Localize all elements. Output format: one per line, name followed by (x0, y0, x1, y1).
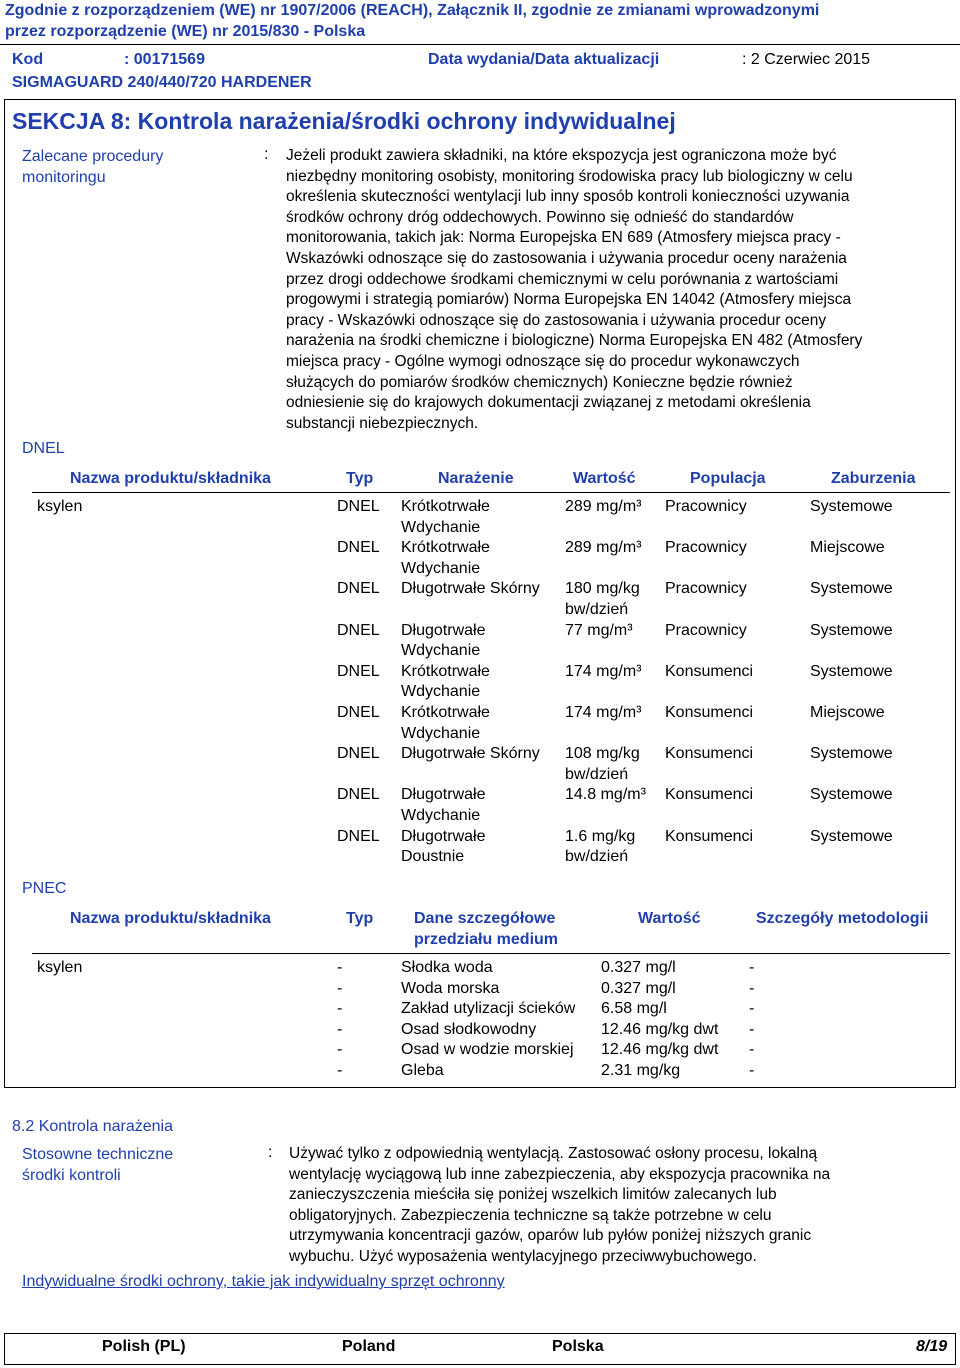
pnec-value: 6.58 mg/l (601, 1000, 667, 1018)
dnel-exposure-route: Wdychanie (401, 642, 481, 660)
dnel-effect: Miejscowe (810, 704, 885, 721)
pnec-value: 0.327 mg/l (601, 959, 676, 976)
dnel-value-unit: bw/dzień (565, 765, 629, 783)
pnec-medium: Słodka woda (401, 959, 493, 976)
ppe-title: Indywidualne środki ochrony, takie jak indywidualny sprzęt ochronny (22, 1273, 505, 1290)
pnec-method: - (749, 1062, 755, 1079)
dnel-population: Konsumenci (665, 662, 754, 680)
pnec-header-medium-2: przedziału medium (414, 931, 559, 948)
text-line: utrzymywania koncentracji gazów, oparów lub pyłów poniżej niższych granic (289, 1227, 812, 1245)
footer-language: Polish (PL) (102, 1338, 186, 1355)
pnec-value: 12.46 mg/kg dwt (601, 1020, 719, 1038)
dnel-header-name: Nazwa produktu/składnika (70, 470, 271, 487)
dnel-exposure-route: Wdychanie (401, 807, 481, 824)
dnel-population: Pracownicy (665, 498, 747, 515)
dnel-exposure-route: Doustnie (401, 848, 465, 866)
pnec-medium: Osad w wodzie morskiej (401, 1041, 574, 1059)
dnel-type: DNEL (337, 539, 380, 557)
pnec-method: - (749, 1041, 755, 1059)
text-line: określenia skuteczności wentylacji lub inny sposób kontroli konieczności uzywania (286, 188, 850, 206)
dnel-exposure: Długotrwałe Skórny (401, 580, 540, 598)
pnec-header-divider (32, 953, 950, 954)
text-line: miejsca pracy - Ogólne wymogi odnoszące się do procedur wykonawczych (286, 352, 800, 370)
dnel-effect: Miejscowe (810, 539, 885, 557)
text-line: monitorowania, takich jak: Norma Europejska EN 689 (Atmosfery miejsca pracy - (286, 229, 841, 247)
control-title: 8.2 Kontrola narażenia (12, 1118, 173, 1135)
text-line: zanieczyszczenia mieściła się poniżej wszelkich limitów zalecanych lub (289, 1186, 777, 1204)
pnec-type: - (337, 979, 343, 997)
dnel-value: 174 mg/m³ (565, 662, 642, 680)
pnec-type: - (337, 1062, 343, 1079)
dnel-population: Konsumenci (665, 827, 754, 845)
pnec-value: 0.327 mg/l (601, 979, 676, 997)
dnel-effect: Systemowe (810, 827, 893, 845)
pnec-medium: Gleba (401, 1062, 444, 1079)
text-line: Jeżeli produkt zawiera składniki, na które ekspozycja jest ograniczona może być (286, 147, 837, 164)
dnel-header-exposure: Narażenie (438, 470, 514, 487)
dnel-type: DNEL (337, 827, 380, 845)
pnec-product: ksylen (37, 959, 83, 976)
monitoring-text (286, 146, 952, 434)
dnel-population: Pracownicy (665, 539, 747, 557)
dnel-exposure: Długotrwałe (401, 621, 486, 639)
pnec-header-medium-1: Dane szczegółowe (414, 910, 556, 927)
pnec-method: - (749, 979, 755, 997)
dnel-effect: Systemowe (810, 498, 893, 515)
dnel-exposure: Krótkotrwałe (401, 662, 490, 680)
dnel-type: DNEL (337, 745, 380, 763)
dnel-exposure-route: Wdychanie (401, 724, 481, 742)
dnel-value-unit: bw/dzień (565, 848, 629, 866)
dnel-effect: Systemowe (810, 580, 893, 598)
pnec-method: - (749, 1000, 755, 1018)
pnec-medium: Woda morska (401, 979, 500, 997)
text-line: służących do pomiarów środków chemicznych) Konieczne będzie również (286, 373, 793, 391)
text-line: progowymi i strategią pomiarów) Norma Europejska EN 14042 (Atmosfery miejsca (286, 291, 852, 309)
pnec-medium: Zakład utylizacji ścieków (401, 1000, 576, 1018)
dnel-value: 14.8 mg/m³ (565, 786, 646, 804)
pnec-method: - (749, 1020, 755, 1038)
dnel-value: 1.6 mg/kg (565, 827, 636, 845)
dnel-value: 77 mg/m³ (565, 621, 633, 639)
dnel-population: Pracownicy (665, 621, 747, 639)
text-line: przez drogi oddechowe środkami chemicznymi w celu porównania z wartościami (286, 270, 839, 288)
control-colon: : (268, 1144, 273, 1161)
product-name: SIGMAGUARD 240/440/720 HARDENER (12, 74, 312, 91)
date-value: : 2 Czerwiec 2015 (742, 51, 871, 68)
dnel-type: DNEL (337, 498, 380, 515)
dnel-exposure-route: Wdychanie (401, 683, 481, 701)
dnel-type: DNEL (337, 580, 380, 598)
text-line: środków ochrony dróg oddechowych. Powinno się odnieść do standardów (286, 208, 794, 226)
date-label: Data wydania/Data aktualizacji (428, 51, 660, 68)
dnel-effect: Systemowe (810, 662, 893, 680)
kod-label: Kod (12, 51, 44, 68)
dnel-exposure-route: Wdychanie (401, 518, 481, 536)
dnel-population: Konsumenci (665, 704, 754, 721)
text-line: narażenia na środki chemiczne i biologiczne) Norma Europejska EN 482 (Atmosfery (286, 332, 863, 350)
pnec-header-value: Wartość (638, 910, 701, 927)
pnec-label: PNEC (22, 880, 67, 897)
monitoring-label-1: Zalecane procedury (22, 148, 164, 165)
section-title: SEKCJA 8: Kontrola narażenia/środki ochrony indywidualnej (12, 108, 676, 134)
dnel-effect: Systemowe (810, 621, 893, 639)
control-label-1: Stosowne techniczne (22, 1146, 174, 1163)
monitoring-colon: : (264, 146, 269, 163)
dnel-value: 289 mg/m³ (565, 498, 642, 515)
dnel-population: Konsumenci (665, 786, 754, 804)
dnel-exposure: Krótkotrwałe (401, 539, 490, 557)
dnel-population: Pracownicy (665, 580, 747, 598)
pnec-method: - (749, 959, 755, 976)
dnel-header-population: Populacja (690, 470, 766, 487)
dnel-product: ksylen (37, 498, 83, 515)
text-line: wybuchu. Użyć wyposażenia wentylacyjnego przeciwwybuchowego. (289, 1247, 757, 1265)
dnel-header-divider (32, 492, 950, 493)
text-line: niezbędny monitoring osobisty, monitoring środowiska pracy lub biologiczny w celu (286, 167, 853, 185)
dnel-exposure: Krótkotrwałe (401, 704, 490, 721)
dnel-label: DNEL (22, 440, 65, 457)
pnec-type: - (337, 959, 343, 976)
text-line: pracy - Wskazówki odnoszące się do zastosowania i używania procedur oceny (286, 311, 827, 329)
dnel-effect: Systemowe (810, 786, 893, 804)
pnec-value: 2.31 mg/kg (601, 1062, 681, 1079)
regulation-header-line1: Zgodnie z rozporządzeniem (WE) nr 1907/2006 (REACH), Załącznik II, zgodnie ze zmianami wprowadzonymi (5, 2, 820, 19)
dnel-type: DNEL (337, 704, 380, 721)
pnec-type: - (337, 1000, 343, 1018)
pnec-value: 12.46 mg/kg dwt (601, 1041, 719, 1059)
pnec-header-name: Nazwa produktu/składnika (70, 910, 271, 927)
text-line: odniesienie się do krajowych dokumentacji związanej z metodami określenia (286, 394, 811, 412)
dnel-effect: Systemowe (810, 745, 893, 763)
control-label-2: środki kontroli (22, 1167, 121, 1184)
dnel-type: DNEL (337, 786, 380, 804)
dnel-exposure: Długotrwałe Skórny (401, 745, 540, 763)
pnec-type: - (337, 1041, 343, 1059)
text-line: substancji niebezpiecznych. (286, 414, 479, 432)
footer-page: 8/19 (916, 1338, 948, 1355)
dnel-value-unit: bw/dzień (565, 601, 629, 618)
dnel-type: DNEL (337, 621, 380, 639)
dnel-value: 289 mg/m³ (565, 539, 642, 557)
dnel-exposure-route: Wdychanie (401, 559, 481, 577)
pnec-header-type: Typ (346, 910, 374, 927)
dnel-value: 108 mg/kg (565, 745, 640, 763)
pnec-header-method: Szczegóły metodologii (756, 910, 929, 927)
dnel-exposure: Długotrwałe (401, 786, 486, 804)
dnel-exposure: Krótkotrwałe (401, 498, 490, 515)
text-line: wentylację wyciągową lub inne zabezpieczenia, aby ekspozycja pracownika na (289, 1165, 831, 1183)
regulation-header-line2: przez rozporządzenie (WE) nr 2015/830 - Polska (5, 23, 366, 40)
dnel-exposure: Długotrwałe (401, 827, 486, 845)
footer-country: Poland (342, 1338, 396, 1355)
pnec-type: - (337, 1020, 343, 1038)
dnel-header-type: Typ (346, 470, 374, 487)
dnel-value: 174 mg/m³ (565, 704, 642, 721)
footer-language2: Polska (552, 1338, 604, 1355)
dnel-population: Konsumenci (665, 745, 754, 763)
text-line: obligatoryjnych. Zabezpieczenia techniczne są także potrzebne w celu (289, 1206, 772, 1224)
text-line: Używać tylko z odpowiednią wentylacją. Zastosować osłony procesu, lokalną (289, 1145, 818, 1162)
dnel-value: 180 mg/kg (565, 580, 640, 598)
kod-value: : 00171569 (124, 51, 205, 68)
dnel-type: DNEL (337, 662, 380, 680)
header-divider (0, 44, 960, 45)
text-line: Wskazówki odnoszące się do zastosowania i używania procedur oceny narażenia (286, 249, 847, 267)
control-text (289, 1144, 953, 1268)
pnec-medium: Osad słodkowodny (401, 1020, 537, 1038)
dnel-header-effects: Zaburzenia (831, 470, 916, 487)
dnel-header-value: Wartość (573, 470, 636, 487)
monitoring-label-2: monitoringu (22, 169, 106, 186)
